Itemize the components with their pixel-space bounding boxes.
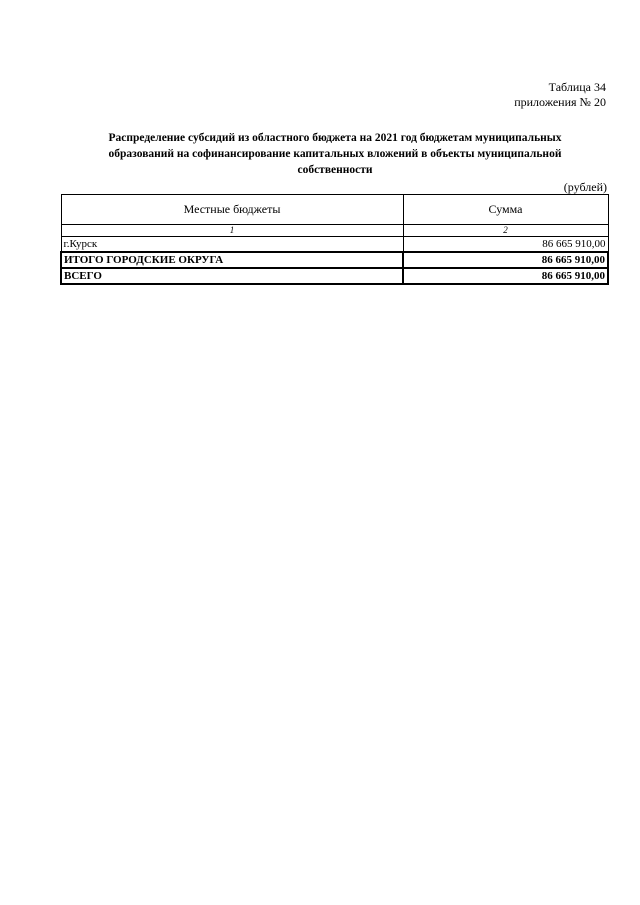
- title-line-2: образований на софинансирование капитальных вложений в объекты муниципальной: [108, 148, 562, 160]
- row-name: г.Курск: [61, 237, 403, 253]
- appendix-reference: [514, 80, 606, 110]
- table-number: Таблица 34: [548, 80, 606, 94]
- header-row: [61, 195, 608, 225]
- units-label: (рублей): [563, 180, 607, 194]
- column-number-row: [61, 225, 608, 237]
- table-row-grand-total: [61, 268, 608, 284]
- budget-table: [60, 194, 609, 285]
- table-row-subtotal: [61, 252, 608, 268]
- column-header-amount: Сумма: [403, 195, 608, 225]
- row-name: ВСЕГО: [61, 268, 403, 284]
- document-title: [70, 130, 600, 178]
- row-amount: 86 665 910,00: [403, 252, 608, 268]
- column-number-2: 2: [403, 225, 608, 237]
- column-number-1: 1: [61, 225, 403, 237]
- row-amount: 86 665 910,00: [403, 237, 608, 253]
- table-row-kursk: [61, 237, 608, 253]
- title-line-1: Распределение субсидий из областного бюджета на 2021 год бюджетам муниципальных: [108, 132, 562, 144]
- appendix-number: приложения № 20: [514, 95, 606, 109]
- title-line-3: собственности: [297, 164, 373, 176]
- column-header-budgets: Местные бюджеты: [61, 195, 403, 225]
- row-name: ИТОГО ГОРОДСКИЕ ОКРУГА: [61, 252, 403, 268]
- row-amount: 86 665 910,00: [403, 268, 608, 284]
